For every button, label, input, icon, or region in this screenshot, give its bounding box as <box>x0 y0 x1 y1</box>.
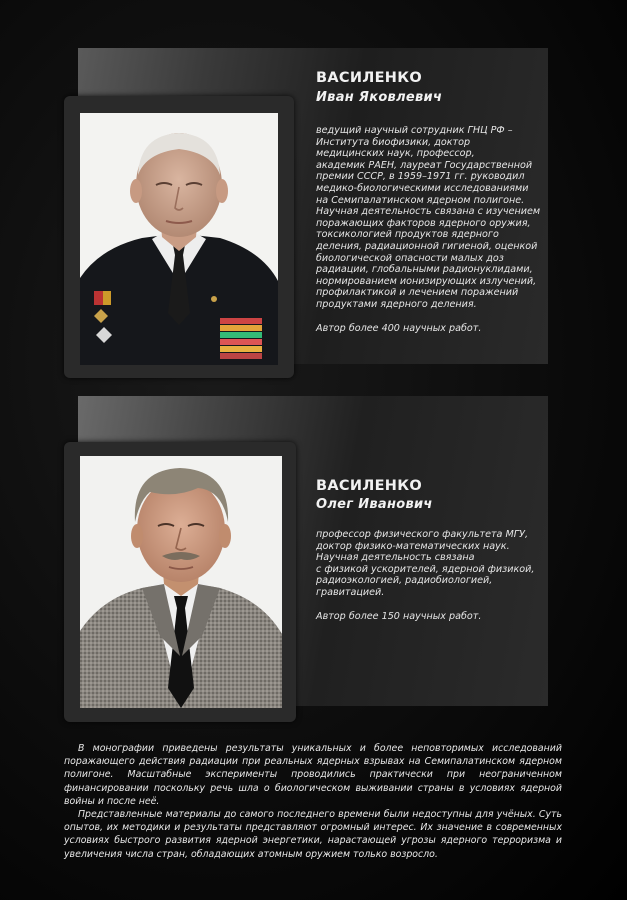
author-1-bio <box>316 125 546 334</box>
bio-line: гравитацией. <box>316 586 385 598</box>
author-2-given-names: Олег Иванович <box>316 497 433 512</box>
bio-line: Научная деятельность связана с изучением <box>316 206 541 218</box>
bio-line: биологической опасности малых доз <box>316 252 504 264</box>
bio-line: доктор физико-математических наук. <box>316 540 510 552</box>
author-1-given-names: Иван Яковлевич <box>316 90 443 105</box>
bio-line: профилактикой и лечением поражений <box>316 287 519 299</box>
author-1-works-count: Автор более 400 научных работ. <box>316 322 482 334</box>
description-paragraph-2: Представленные материалы до самого последнего времени были недоступны для учёных. Суть опытов, их методики и результаты представляют огромный интерес. Их значение в современных условиях быстрого развития ядерной энергетики, нарастающей угрозы ядерного терроризма и увеличения числа стран, обладающих атомным оружием только возросло. <box>64 809 562 860</box>
bio-line: Института биофизики, доктор <box>316 136 471 148</box>
author-photo-1 <box>80 113 278 365</box>
bio-line: нормированием ионизирующих излучений, <box>316 275 537 287</box>
bio-line: продуктами ядерного деления. <box>316 298 477 310</box>
author-2-surname: ВАСИЛЕНКО <box>316 478 423 494</box>
bio-line: радиоэкологией, радиобиологией, <box>316 575 493 587</box>
portrait-ivan-illustration <box>80 113 278 365</box>
bio-line: Научная деятельность связана <box>316 552 475 564</box>
bio-line: медицинских наук, профессор, <box>316 148 475 160</box>
bio-line: токсикологией продуктов ядерного <box>316 229 499 241</box>
bio-line: ведущий научный сотрудник ГНЦ РФ – <box>316 125 513 136</box>
author-2-works-count: Автор более 150 научных работ. <box>316 610 482 622</box>
bio-line: медико-биологическими исследованиями <box>316 182 529 194</box>
bio-line: на Семипалатинском ядерном полигоне. <box>316 194 525 206</box>
bio-line: премии СССР, в 1959–1971 гг. руководил <box>316 171 525 183</box>
bio-line: академик РАЕН, лауреат Государственной <box>316 159 533 171</box>
bio-line: радиации, глобальными радионуклидами, <box>316 264 533 276</box>
bio-line: деления, радиационной гигиеной, оценкой <box>316 240 538 252</box>
description-paragraph-1: В монографии приведены результаты уникальных и более неповторимых исследований поражающего действия радиации при реальных ядерных взрывах на Семипалатинском ядерном полигоне. Масштабные эксперименты проводились практически при неограниченном финансировании поскольку речь шла о биологическом выживании страны в условиях ядерной войны и после неё. <box>64 743 562 807</box>
book-description <box>64 742 562 861</box>
bio-line: с физикой ускорителей, ядерной физикой, <box>316 563 535 575</box>
bio-line: поражающих факторов ядерного оружия, <box>316 217 531 229</box>
bio-line: профессор физического факультета МГУ, <box>316 529 529 540</box>
portrait-oleg-illustration <box>80 456 282 708</box>
author-photo-2 <box>80 456 282 708</box>
author-2-bio <box>316 529 546 622</box>
author-1-surname: ВАСИЛЕНКО <box>316 70 423 86</box>
